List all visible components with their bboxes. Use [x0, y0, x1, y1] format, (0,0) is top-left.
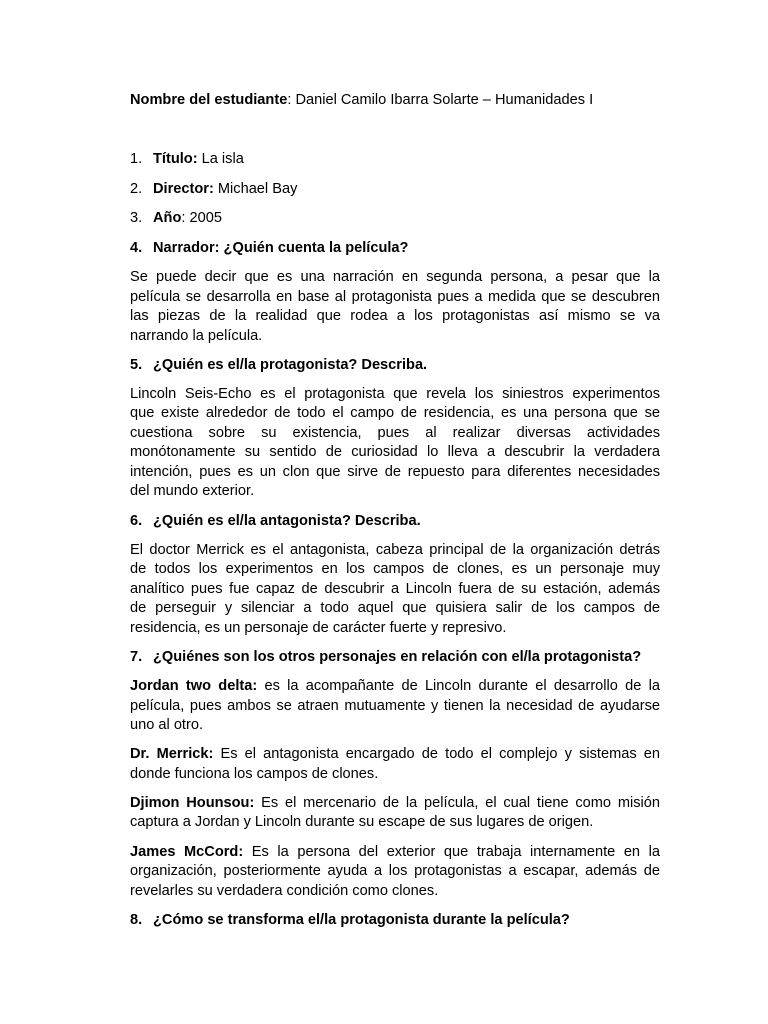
paragraph-line: residencia, es un personaje de carácter fuerte y represivo. [130, 620, 507, 636]
student-label: Nombre del estudiante [130, 92, 288, 108]
paragraph-line: Se puede decir que es una narración en segunda persona, a pesar que la [130, 269, 660, 285]
info-num-2: 2. [130, 181, 143, 197]
paragraph-line: monótonamente su sentido de curiosidad lo lleva a descubrir la verdadera [130, 444, 660, 460]
character-line: Djimon Hounsou: Es el mercenario de la película, el cual tiene como misión [130, 795, 660, 811]
info-value: : 2005 [181, 210, 222, 226]
info-num-3: 3. [130, 210, 143, 226]
paragraph-line: del mundo exterior. [130, 483, 255, 499]
info-item-title [153, 150, 244, 169]
paragraph-line: película se desarrolla en base al protagonista pues a medida que se descubren [130, 289, 660, 305]
student-sep: : [287, 92, 296, 108]
paragraph-line: película, pues ambos se atraen mutuamente y tienen la necesidad de ayudarse [130, 698, 660, 714]
character-name: Djimon Hounsou: [130, 795, 255, 811]
question-heading: ¿Quién es el/la antagonista? Describa. [153, 513, 421, 529]
question-number: 7. [130, 649, 143, 665]
paragraph-line: de perseguir y silenciar a todo aquel que quisiera salir de los campos de [130, 600, 660, 616]
info-item-year [153, 209, 222, 228]
paragraph-line: donde funciona los campos de clones. [130, 766, 379, 782]
paragraph-line: revelarles su verdadera condición como clones. [130, 883, 439, 899]
paragraph-line: organización, posteriormente ayuda a los protagonistas a escapar, además de [130, 863, 660, 879]
paragraph-line: intención, pues es un clon que sirve de repuesto para diferentes necesidades [130, 464, 660, 480]
question-heading: ¿Cómo se transforma el/la protagonista durante la película? [153, 912, 570, 928]
question-number: 6. [130, 513, 143, 529]
question-number: 4. [130, 240, 143, 256]
character-line: Dr. Merrick: Es el antagonista encargado de todo el complejo y sistemas en [130, 746, 660, 762]
character-line: James McCord: Es la persona del exterior que trabaja internamente en la [130, 844, 660, 860]
info-value: Michael Bay [213, 181, 298, 197]
character-name: Jordan two delta: [130, 678, 258, 694]
paragraph-line: captura a Jordan y Lincoln durante su escape de sus lugares de origen. [130, 814, 594, 830]
info-value: La isla [197, 151, 244, 167]
paragraph-line: narrando la película. [130, 328, 263, 344]
info-item-director [153, 180, 297, 199]
info-label: Año [153, 210, 182, 226]
paragraph-line: analítico pues fue capaz de descubrir a Lincoln fuera de su estación, además [130, 581, 660, 597]
character-name: James McCord: [130, 844, 244, 860]
student-value: Daniel Camilo Ibarra Solarte – Humanidades I [295, 92, 594, 108]
student-header [130, 91, 660, 110]
paragraph-line: que existe alrededor de todo el campo de residencia, es una persona que se [130, 405, 660, 421]
character-line: Jordan two delta: es la acompañante de Lincoln durante el desarrollo de la [130, 678, 661, 694]
info-label: Director: [153, 181, 214, 197]
paragraph-line: uno al otro. [130, 717, 204, 733]
paragraph-line: Lincoln Seis-Echo es el protagonista que revela los siniestros experimentos [130, 386, 660, 402]
paragraph-line: las piezas de la realidad que rodea a los protagonistas así mismo se va [130, 308, 660, 324]
paragraph-line: cuestiona sobre su existencia, pues al realizar diversas actividades [130, 425, 660, 441]
info-num-1: 1. [130, 151, 143, 167]
question-number: 5. [130, 357, 143, 373]
question-heading: ¿Quiénes son los otros personajes en relación con el/la protagonista? [153, 649, 642, 665]
info-label: Título: [153, 151, 198, 167]
question-heading: ¿Quién es el/la protagonista? Describa. [153, 357, 428, 373]
paragraph-line: de todos los experimentos en los campos de clones, es un personaje muy [130, 561, 660, 577]
question-heading: Narrador: ¿Quién cuenta la película? [153, 240, 409, 256]
question-number: 8. [130, 912, 143, 928]
character-name: Dr. Merrick: [130, 746, 214, 762]
paragraph-line: El doctor Merrick es el antagonista, cabeza principal de la organización detrás [130, 542, 660, 558]
